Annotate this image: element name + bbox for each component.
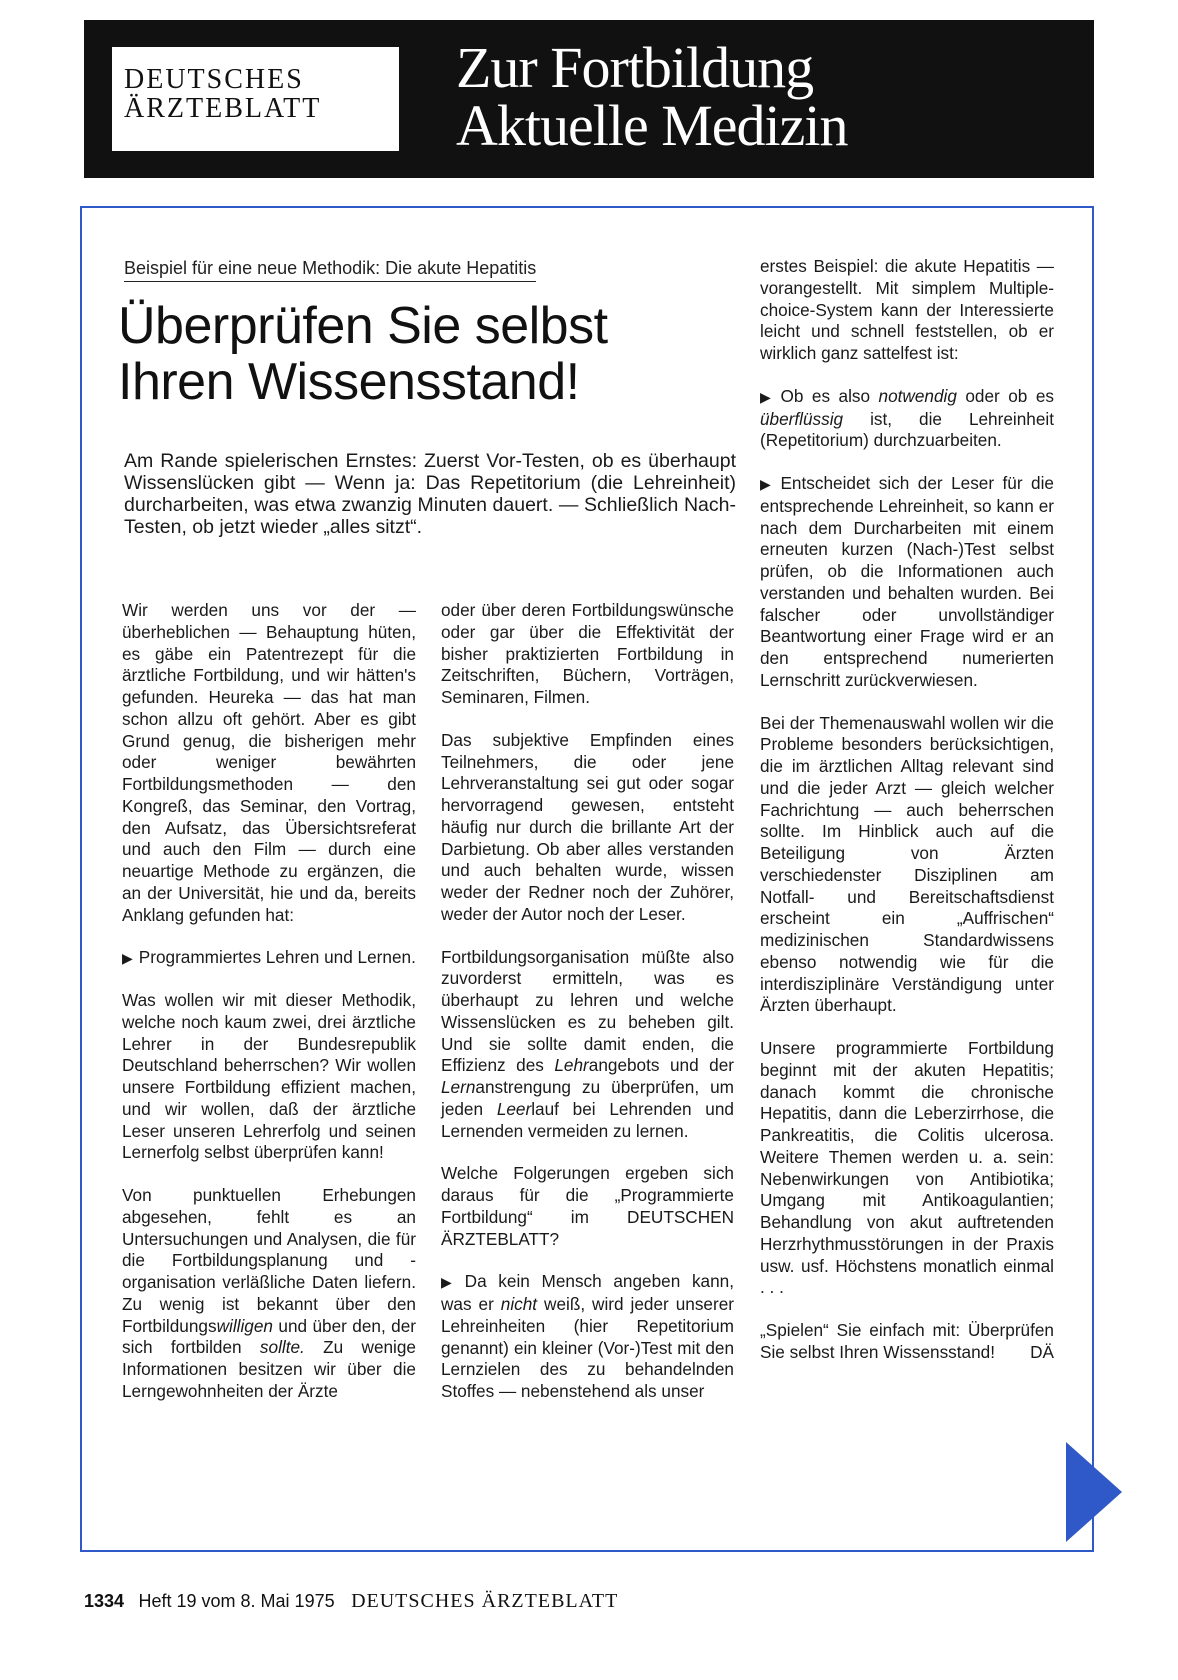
continue-arrow-icon	[1066, 1442, 1122, 1542]
issue-info: Heft 19 vom 8. Mai 1975	[138, 1591, 335, 1611]
paragraph: Welche Folgerungen ergeben sich daraus für die „Programmierte Fortbildung“ im DEUTSCHEN ÄRZTEBLATT?	[441, 1163, 734, 1249]
text-column-1	[122, 600, 416, 1424]
logo-line-1: DEUTSCHES	[124, 64, 304, 95]
text-column-2	[441, 600, 734, 1424]
text-column-3	[760, 256, 1054, 1364]
page-number: 1334	[84, 1591, 125, 1611]
paragraph: Was wollen wir mit dieser Methodik, welche noch kaum zwei, drei ärztliche Lehrer in der Bundesrepublik Deutschland beherrschen? Wir wollen unsere Fortbildung effizient machen, und wir wollen, daß der ärztliche Leser unseren Lehrerfolg und seinen Lernerfolg selbst überprüfen kann!	[122, 990, 416, 1163]
article-lead: Am Rande spielerischen Ernstes: Zuerst Vor-Testen, ob es überhaupt Wissenslücken gibt — Wenn ja: Das Repetitorium (die Lehreinheit) durcharbeiten, was etwa zwanzig Minuten dauert. — Schließlich Nach-Testen, ob jetzt wieder „alles sitzt“.	[124, 450, 736, 538]
bullet-paragraph: ▶ Programmiertes Lehren und Lernen.	[122, 947, 416, 968]
author-signature: DÄ	[1030, 1341, 1054, 1362]
logo-line-2: ÄRZTEBLATT	[124, 93, 322, 124]
article-headline-line-1: Überprüfen Sie selbst	[118, 297, 608, 355]
page-footer	[84, 1590, 618, 1613]
bullet-arrow-icon: ▶	[760, 388, 775, 405]
closing-paragraph: „Spielen“ Sie einfach mit: Überprüfen Sie selbst Ihren Wissensstand! DÄ	[760, 1320, 1054, 1362]
publication-logo	[112, 47, 399, 151]
paragraph: Das subjektive Empfinden eines Teilnehmers, die oder jene Lehrveranstaltung sei gut oder sogar hervorragend gewesen, entsteht häufig nur durch die brillante Art der Darbietung. Ob aber alles verstanden und auch behalten wurde, wissen weder der Redner noch der Zuhörer, weder der Autor noch der Leser.	[441, 729, 734, 924]
bullet-paragraph: ▶ Entscheidet sich der Leser für die entsprechende Lehreinheit, so kann er nach dem Durcharbeiten mit einem erneuten kurzen (Nach-)Test selbst prüfen, ob die Informationen auch verstanden und behalten wurden. Bei falscher oder unvollständiger Beantwortung einer Frage wird er an den entsprechend numerierten Lernschritt zurückverwiesen.	[760, 473, 1054, 690]
bullet-paragraph: ▶ Da kein Mensch angeben kann, was er nicht weiß, wird jeder unserer Lehreinheiten (hier Repetitorium genannt) ein kleiner (Vor-)Test mit den Lernzielen des zu behandelnden Stoffes — nebenstehend als unser	[441, 1271, 734, 1401]
bullet-paragraph: ▶ Ob es also notwendig oder ob es überflüssig ist, die Lehreinheit (Repetitorium) durchzuarbeiten.	[760, 385, 1054, 451]
paragraph: Von punktuellen Erhebungen abgesehen, fehlt es an Untersuchungen und Analysen, die für die Fortbildungsplanung und -organisation verläßliche Daten liefern. Zu wenig ist bekannt über den Fortbildungswilligen und über den, der sich fortbilden sollte. Zu wenige Informationen besitzen wir über die Lerngewohnheiten der Ärzte	[122, 1185, 416, 1401]
paragraph: Wir werden uns vor der — überheblichen — Behauptung hüten, es gäbe ein Patentrezept für die ärztliche Fortbildung, und wir hätten's gefunden. Heureka — das hat man schon allzu oft gehört. Aber es gibt Grund genug, die bisherigen mehr oder weniger bewährten Fortbildungsmethoden — den Kongreß, das Seminar, den Vortrag, den Aufsatz, das Übersichtsreferat und auch den Film — durch eine neuartige Methode zu ergänzen, die an der Universität, hie und da, bereits Anklang gefunden hat:	[122, 600, 416, 925]
article-kicker: Beispiel für eine neue Methodik: Die akute Hepatitis	[124, 258, 536, 282]
section-title-line-2: Aktuelle Medizin	[456, 93, 848, 158]
bullet-arrow-icon: ▶	[122, 950, 133, 967]
masthead-banner	[84, 20, 1094, 178]
article-headline-line-2: Ihren Wissensstand!	[118, 353, 580, 411]
paragraph: Bei der Themenauswahl wollen wir die Probleme besonders berücksichtigen, die im ärztlichen Alltag relevant sind und die jeder Arzt — gleich welcher Fachrichtung — auch beherrschen sollte. Im Hinblick auch auf die Beteiligung von Ärzten verschiedenster Disziplinen am Notfall- und Bereitschaftsdienst erscheint ein „Auffrischen“ medizinischen Standardwissens ebenso notwendig wie für die interdisziplinäre Verständigung unter Ärzten überhaupt.	[760, 712, 1054, 1016]
bullet-arrow-icon: ▶	[441, 1274, 459, 1291]
footer-publication: DEUTSCHES ÄRZTEBLATT	[351, 1590, 619, 1612]
paragraph: oder über deren Fortbildungswünsche oder gar über die Effektivität der bisher praktizierten Fortbildung in Zeitschriften, Büchern, Vorträgen, Seminaren, Filmen.	[441, 600, 734, 707]
bullet-arrow-icon: ▶	[760, 476, 775, 492]
paragraph: Fortbildungsorganisation müßte also zuvorderst ermitteln, was es überhaupt zu lehren und welche Wissenslücken es zu beheben gilt. Und sie sollte damit enden, die Effizienz des Lehrangebots und der Lernanstrengung zu überprüfen, um jeden Leerlauf bei Lehrenden und Lernenden vermeiden zu lernen.	[441, 946, 734, 1141]
section-title-line-1: Zur Fortbildung	[456, 35, 814, 100]
paragraph: Unsere programmierte Fortbildung beginnt mit der akuten Hepatitis; danach kommt die chronische Hepatitis, dann die Leberzirrhose, die Pankreatitis, die Colitis ulcerosa. Weitere Themen werden u. a. sein: Nebenwirkungen von Antibiotika; Umgang mit Antikoagulantien; Behandlung von akut auftretenden Herzrhythmusstörungen in der Praxis usw. usf. Höchstens monatlich einmal . . .	[760, 1038, 1054, 1298]
paragraph: erstes Beispiel: die akute Hepatitis — vorangestellt. Mit simplem Multiple-choice-System kann der Interessierte leicht und schnell feststellen, ob er wirklich ganz sattelfest ist:	[760, 256, 1054, 363]
